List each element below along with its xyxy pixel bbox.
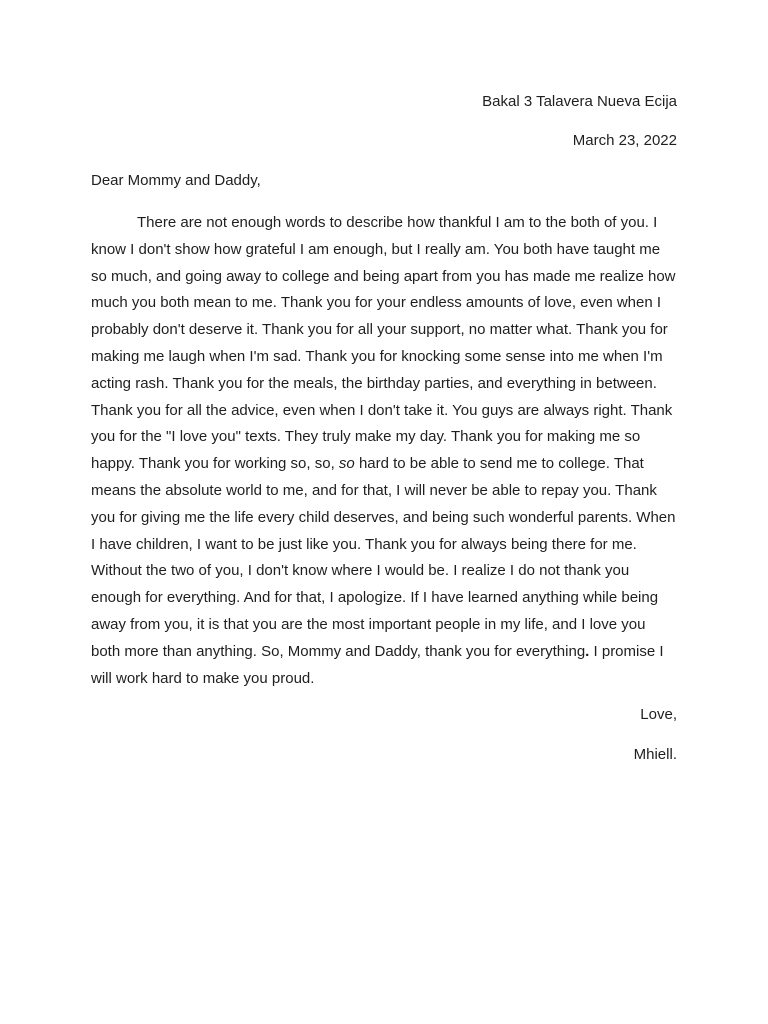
- body-line: enough for everything. And for that, I apologize. If I have learned anything while being: [91, 589, 659, 607]
- bold-period: .: [585, 642, 590, 660]
- body-segment: both more than anything. So, Mommy and Daddy, thank you for everything: [91, 642, 586, 660]
- body-line: acting rash. Thank you for the meals, the birthday parties, and everything in between.: [91, 374, 657, 392]
- body-line: you for giving me the life every child deserves, and being such wonderful parents. When: [91, 508, 676, 526]
- letter-body: [91, 210, 691, 692]
- body-line: means the absolute world to me, and for that, I will never be able to repay you. Thank: [91, 481, 657, 499]
- body-line: I have children, I want to be just like you. Thank you for always being there for me.: [91, 535, 637, 553]
- letter-date: March 23, 2022: [572, 132, 677, 149]
- body-line: [91, 451, 691, 478]
- body-segment: hard to be able to send me to college. That: [358, 455, 644, 473]
- body-segment: I promise I: [589, 642, 664, 660]
- body-line: you for the "I love you" texts. They truly make my day. Thank you for making me so: [91, 428, 641, 446]
- body-line: Without the two of you, I don't know where I would be. I realize I do not thank you: [91, 562, 630, 580]
- body-line: making me laugh when I'm sad. Thank you for knocking some sense into me when I'm: [91, 347, 663, 365]
- emphasis-text: so: [338, 455, 355, 473]
- body-line: so much, and going away to college and being apart from you has made me realize how: [91, 267, 676, 285]
- body-segment: happy. Thank you for working so, so,: [91, 455, 335, 473]
- body-line: Thank you for all the advice, even when I don't take it. You guys are always right. Thank: [91, 401, 673, 419]
- body-line: know I don't show how grateful I am enough, but I really am. You both have taught me: [91, 240, 661, 258]
- salutation: Dear Mommy and Daddy,: [91, 172, 261, 189]
- body-line: [91, 639, 691, 666]
- body-line: probably don't deserve it. Thank you for all your support, no matter what. Thank you for: [91, 321, 668, 339]
- body-line: much you both mean to me. Thank you for your endless amounts of love, even when I: [91, 294, 662, 312]
- body-line: will work hard to make you proud.: [91, 669, 315, 687]
- signature: Mhiell.: [633, 746, 677, 763]
- sender-address: Bakal 3 Talavera Nueva Ecija: [482, 93, 677, 110]
- body-line: away from you, it is that you are the most important people in my life, and I love you: [91, 615, 646, 633]
- closing: Love,: [640, 706, 677, 723]
- body-line: There are not enough words to describe how thankful I am to the both of you. I: [137, 214, 658, 231]
